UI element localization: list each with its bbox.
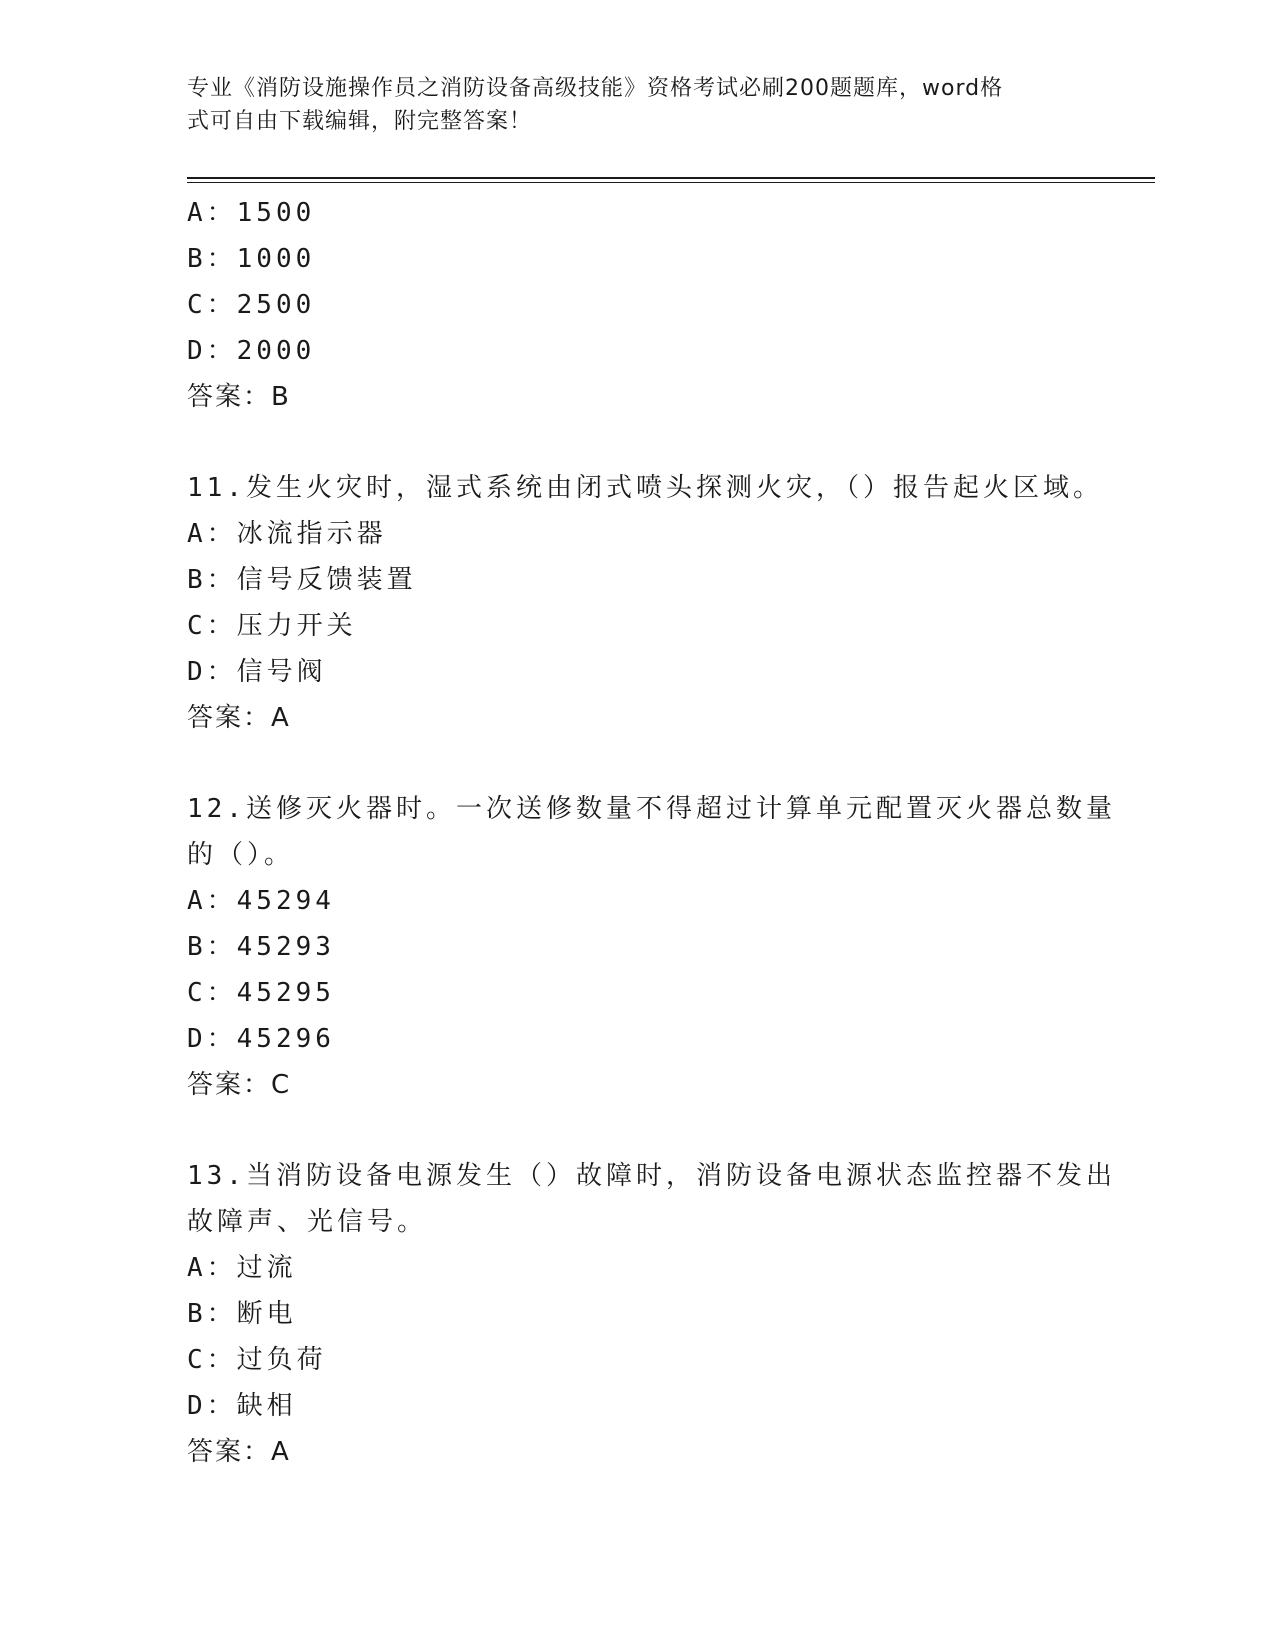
question-12 <box>187 786 1116 1108</box>
question-text-cont: 故障声、光信号。 <box>187 1207 428 1237</box>
option-d: D：2000 <box>187 336 316 366</box>
option-b: B：1000 <box>187 244 316 274</box>
answer-line: 答案：C <box>187 1070 292 1100</box>
option-c: C：过负荷 <box>187 1345 327 1375</box>
question-11 <box>187 465 1103 741</box>
option-c: C：2500 <box>187 290 316 320</box>
answer-line: 答案：A <box>187 703 291 733</box>
option-a: A：45294 <box>187 886 335 916</box>
question-text: 12.送修灭火器时。一次送修数量不得超过计算单元配置灭火器总数量 <box>187 794 1116 824</box>
option-d: D：45296 <box>187 1024 335 1054</box>
option-c: C：压力开关 <box>187 611 357 641</box>
question-13 <box>187 1153 1116 1475</box>
prev-question <box>187 190 1087 420</box>
option-b: B：断电 <box>187 1299 297 1329</box>
answer-line: 答案：B <box>187 382 291 412</box>
question-body <box>187 190 1116 1475</box>
option-a: A：1500 <box>187 198 316 228</box>
option-c: C：45295 <box>187 978 335 1008</box>
header-line-2: 式可自由下载编辑，附完整答案！ <box>187 109 533 134</box>
option-a: A：过流 <box>187 1253 297 1283</box>
question-text: 13.当消防设备电源发生（）故障时，消防设备电源状态监控器不发出 <box>187 1161 1116 1191</box>
header-rule-thick <box>187 177 1155 179</box>
answer-line: 答案：A <box>187 1437 291 1467</box>
option-d: D：缺相 <box>187 1391 297 1421</box>
option-b: B：45293 <box>187 932 335 962</box>
question-text: 11.发生火灾时，湿式系统由闭式喷头探测火灾，（）报告起火区域。 <box>187 473 1103 503</box>
option-a: A：冰流指示器 <box>187 519 387 549</box>
header-line-1: 专业《消防设施操作员之消防设备高级技能》资格考试必刷200题题库，word格 <box>187 76 1004 101</box>
option-b: B：信号反馈装置 <box>187 565 417 595</box>
document-header <box>187 72 1067 138</box>
question-text-cont: 的（）。 <box>187 840 295 870</box>
option-d: D：信号阀 <box>187 657 327 687</box>
header-rule-thin <box>187 182 1155 183</box>
